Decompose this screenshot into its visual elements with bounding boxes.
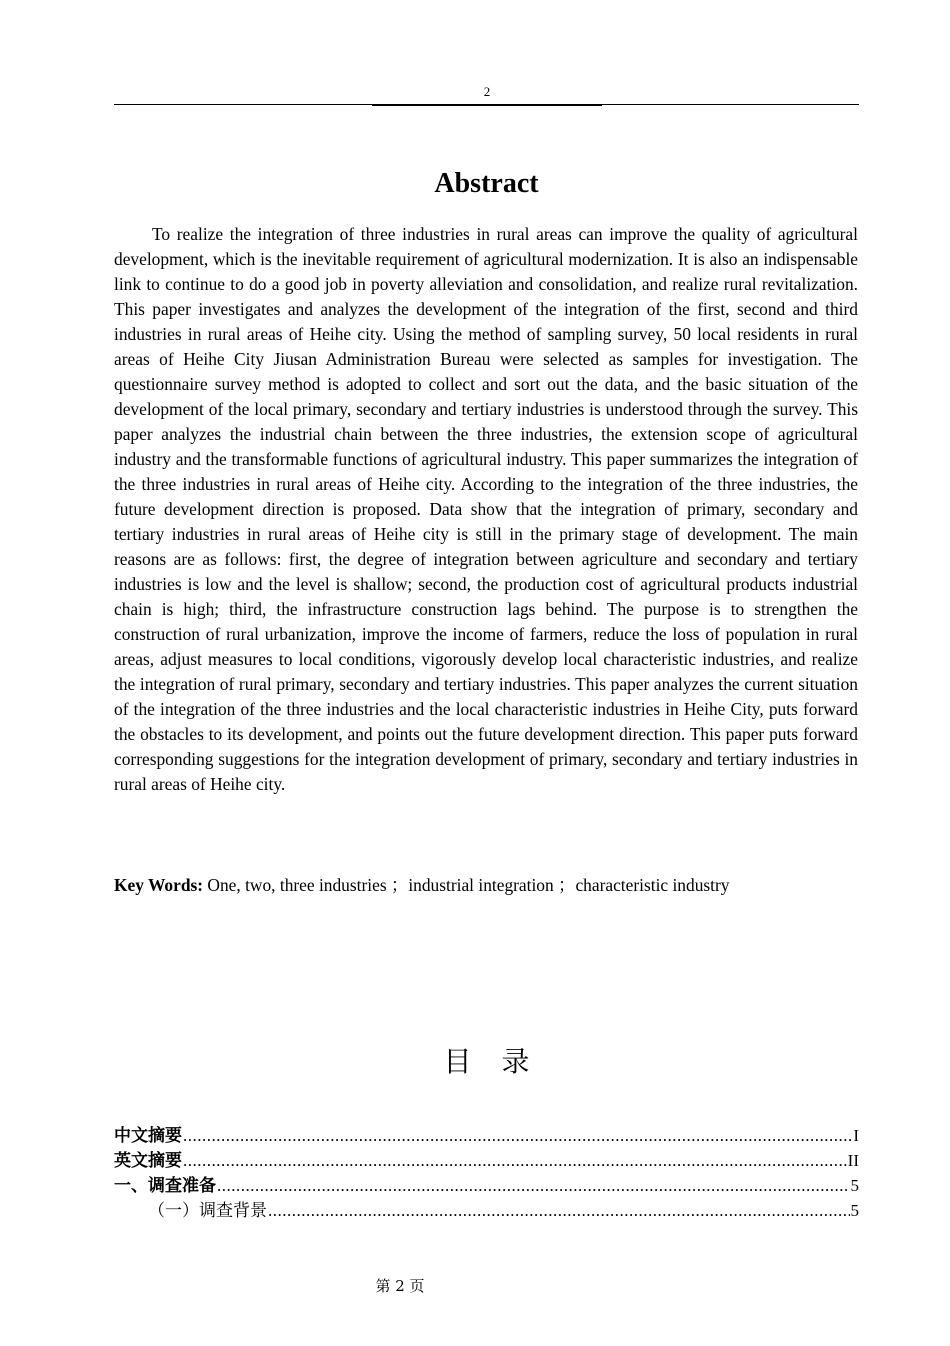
toc-entry-label: 一、调查准备 <box>114 1176 216 1196</box>
header-rule-accent <box>372 105 602 106</box>
toc-leader-dots <box>217 1173 850 1198</box>
toc-entry-page: 5 <box>850 1176 859 1195</box>
toc-leader-dots <box>268 1198 850 1223</box>
abstract-title: Abstract <box>434 168 539 199</box>
header-page-number: 2 <box>483 84 491 99</box>
table-of-contents <box>114 1123 859 1223</box>
abstract-body: To realize the integration of three industries in rural areas can improve the quality of agricultural development, which is the inevitable requirement of agricultural modernization. It is also an indispensable link to continue to do a good job in poverty alleviation and consolidation, and realize rural revitalization. This paper investigates and analyzes the development of the integration of the first, second and third industries in rural areas of Heihe city. Using the method of sampling survey, 50 local residents in rural areas of Heihe City Jiusan Administration Bureau were selected as samples for investigation. The questionnaire survey method is adopted to collect and sort out the data, and the basic situation of the development of the local primary, secondary and tertiary industries is understood through the survey. This paper analyzes the industrial chain between the three industries, the extension scope of agricultural industry and the transformable functions of agricultural industry. This paper summarizes the integration of the three industries in rural areas of Heihe city. According to the integration of the three industries, the future development direction is proposed. Data show that the integration of primary, secondary and tertiary industries in rural areas of Heihe city is still in the primary stage of development. The main reasons are as follows: first, the degree of integration between agriculture and secondary and tertiary industries is low and the level is shallow; second, the production cost of agricultural products industrial chain is high; third, the infrastructure construction lags behind. The purpose is to strengthen the construction of rural urbanization, improve the income of farmers, reduce the loss of population in rural areas, adjust measures to local conditions, vigorously develop local characteristic industries, and realize the integration of rural primary, secondary and tertiary industries. This paper analyzes the current situation of the integration of the three industries and the local characteristic industries in Heihe City, puts forward the obstacles to its development, and points out the future development direction. This paper puts forward corresponding suggestions for the integration development of primary, secondary and tertiary industries in rural areas of Heihe city. <box>114 224 858 794</box>
keywords-label: Key Words: <box>114 875 204 895</box>
toc-title: 目录 <box>443 1045 560 1078</box>
toc-entry-label: （一）调查背景 <box>148 1201 267 1221</box>
keywords-text: One, two, three industries ；industrial integration ；characteristic industry <box>203 875 730 895</box>
toc-entry-page: 5 <box>850 1201 859 1220</box>
toc-entry-chinese-abstract[interactable] <box>114 1123 859 1148</box>
toc-entry-english-abstract[interactable] <box>114 1148 859 1173</box>
footer-page-label: 第 2 页 <box>375 1277 425 1295</box>
toc-entry-survey-preparation[interactable] <box>114 1173 859 1198</box>
toc-entry-survey-background[interactable] <box>114 1198 859 1223</box>
toc-entry-page: I <box>853 1126 859 1145</box>
toc-leader-dots <box>183 1123 852 1148</box>
keywords-line <box>114 873 859 898</box>
toc-entry-label: 中文摘要 <box>114 1126 182 1146</box>
toc-leader-dots <box>183 1148 847 1173</box>
toc-entry-page: II <box>847 1151 859 1170</box>
toc-entry-label: 英文摘要 <box>114 1151 182 1171</box>
